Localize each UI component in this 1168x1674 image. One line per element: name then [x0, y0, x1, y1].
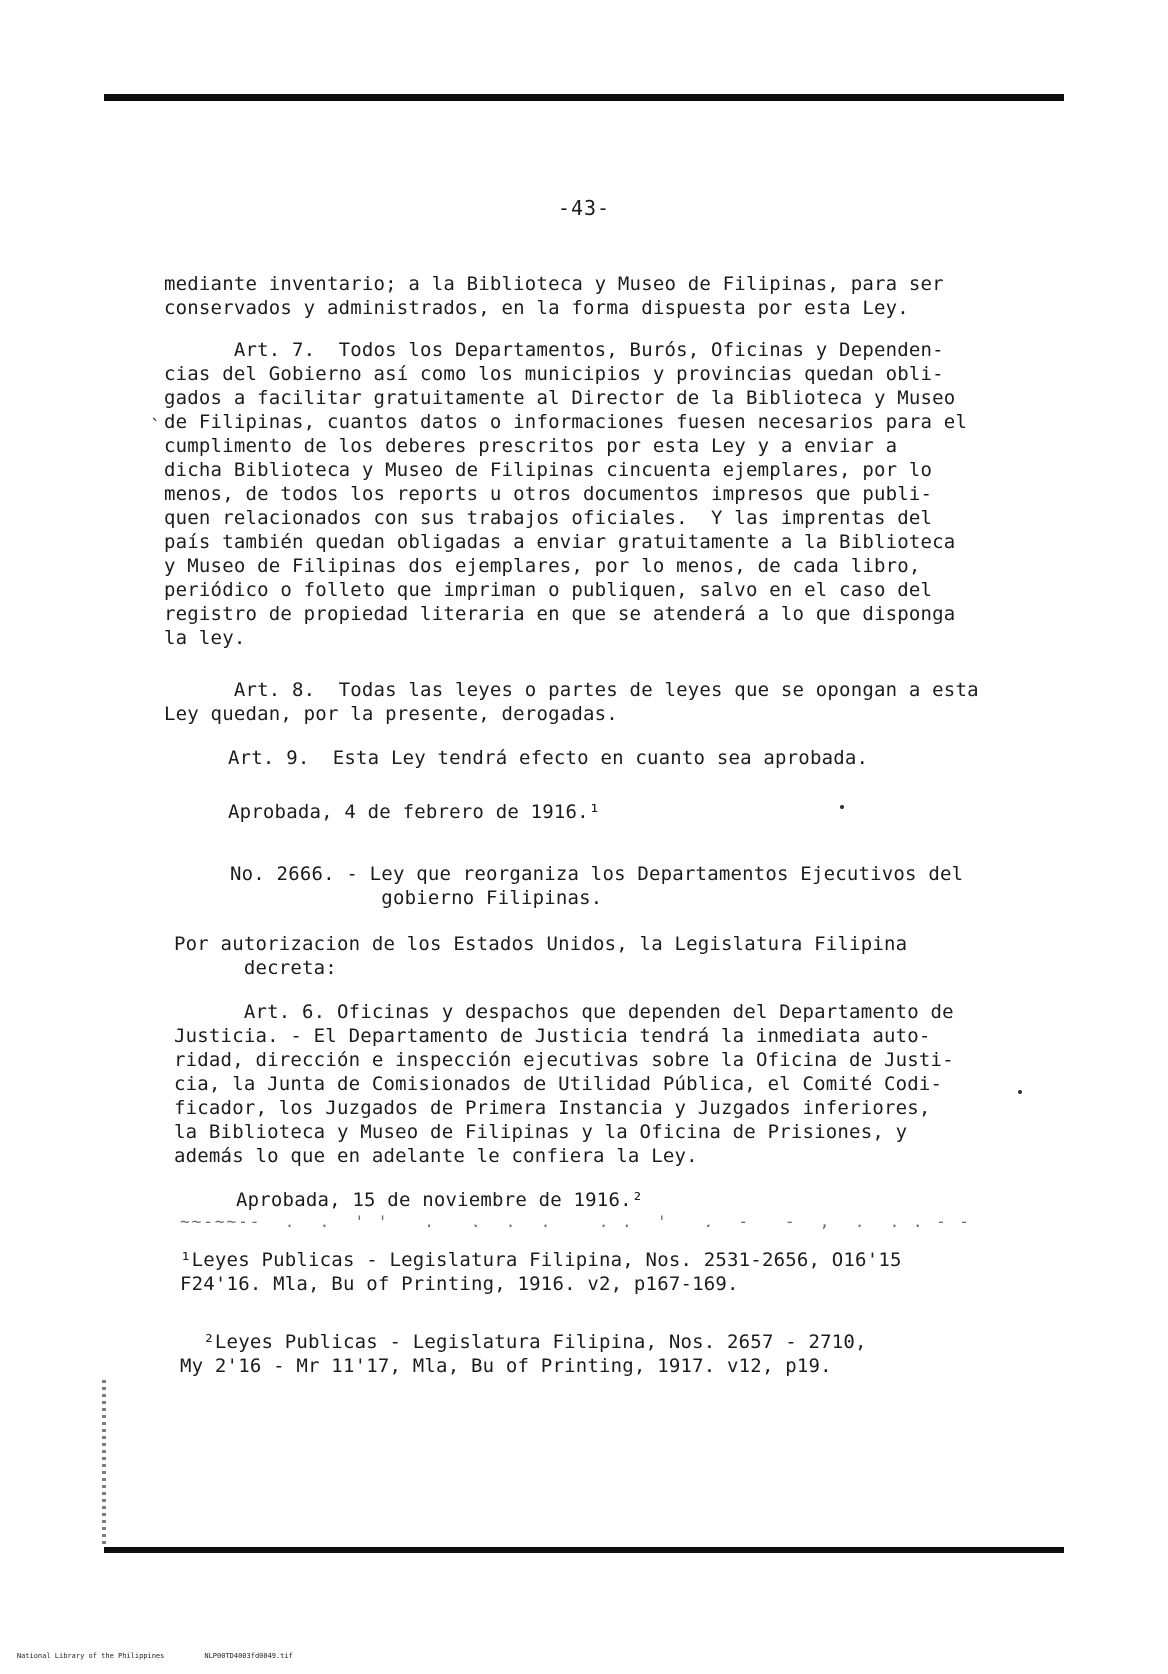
paragraph-art7: Art. 7. Todos los Departamentos, Burós, Oficinas y Dependen- cias del Gobierno así como los municipios y provincias quedan obli- gados a facilitar gratuitamente al Director de la Biblioteca y Museo de Filipinas, cuantos datos o informaciones fuesen necesarios para el cumplimento de los deberes prescritos por esta Ley y a enviar a dicha Biblioteca y Museo de Filipinas cincuenta ejemplares, por lo menos, de todos los reports u otros documentos impresos que publi- quen relacionados con sus trabajos oficiales. Y las imprentas del país también quedan obligadas a enviar gratuitamente a la Biblioteca y Museo de Filipinas dos ejemplares, por lo menos, de cada libro, periódico o folleto que impriman o publiquen, salvo en el caso del registro de propiedad literaria en que se atenderá a lo que disponga la ley.: [164, 339, 968, 649]
speck: [1018, 1090, 1022, 1094]
paragraph-art8: Art. 8. Todas las leyes o partes de leyes que se opongan a esta Ley quedan, por la presente, derogadas.: [164, 679, 979, 725]
bottom-rule: [104, 1547, 1064, 1553]
approval-date-1: Aprobada, 4 de febrero de 1916.¹: [228, 801, 601, 823]
scan-noise-line: ~~-~~-- . . ' ' . . . . . . ' . - - , . . . - -: [180, 1212, 972, 1231]
paragraph-art6: Art. 6. Oficinas y despachos que dependen del Departamento de Justicia. - El Departamento de Justicia tendrá la inmediata auto- ridad, dirección e inspección ejecutivas sobre la Oficina de Justi- cia, la Junta de Comisionados de Utilidad Pública, el Comité Codi- ficador, los Juzgados de Primera Instancia y Juzgados inferiores, la Biblioteca y Museo de Filipinas y la Oficina de Prisiones, y además lo que en adelante le confiera la Ley.: [174, 1001, 954, 1167]
act-heading-2666: No. 2666. - Ley que reorganiza los Departamentos Ejecutivos del gobierno Filipinas.: [230, 863, 964, 909]
scan-footer-file-id: NLP00TD4003fd0049.tif: [204, 1652, 293, 1660]
paragraph-art9: Art. 9. Esta Ley tendrá efecto en cuanto sea aprobada.: [228, 747, 869, 769]
top-rule: [104, 94, 1064, 101]
footnote-1: ¹Leyes Publicas - Legislatura Filipina, Nos. 2531-2656, O16'15 F24'16. Mla, Bu of Printing, 1916. v2, p167-169.: [180, 1249, 902, 1295]
page-number: -43-: [557, 196, 611, 220]
speck: [840, 805, 844, 809]
enacting-clause: Por autorizacion de los Estados Unidos, la Legislatura Filipina decreta:: [174, 933, 908, 979]
footnote-2: ²Leyes Publicas - Legislatura Filipina, Nos. 2657 - 2710, My 2'16 - Mr 11'17, Mla, Bu of Printing, 1917. v12, p19.: [180, 1331, 867, 1377]
paragraph-continuation: mediante inventario; a la Biblioteca y Museo de Filipinas, para ser conservados y administrados, en la forma dispuesta por esta Ley.: [164, 273, 944, 319]
margin-mark: `: [150, 416, 161, 437]
scan-edge-marks: [102, 1380, 106, 1545]
approval-date-2: Aprobada, 15 de noviembre de 1916.²: [236, 1189, 644, 1211]
scan-footer-library: National Library of the Philippines: [16, 1652, 165, 1660]
scan-footer: [0, 1638, 1168, 1660]
